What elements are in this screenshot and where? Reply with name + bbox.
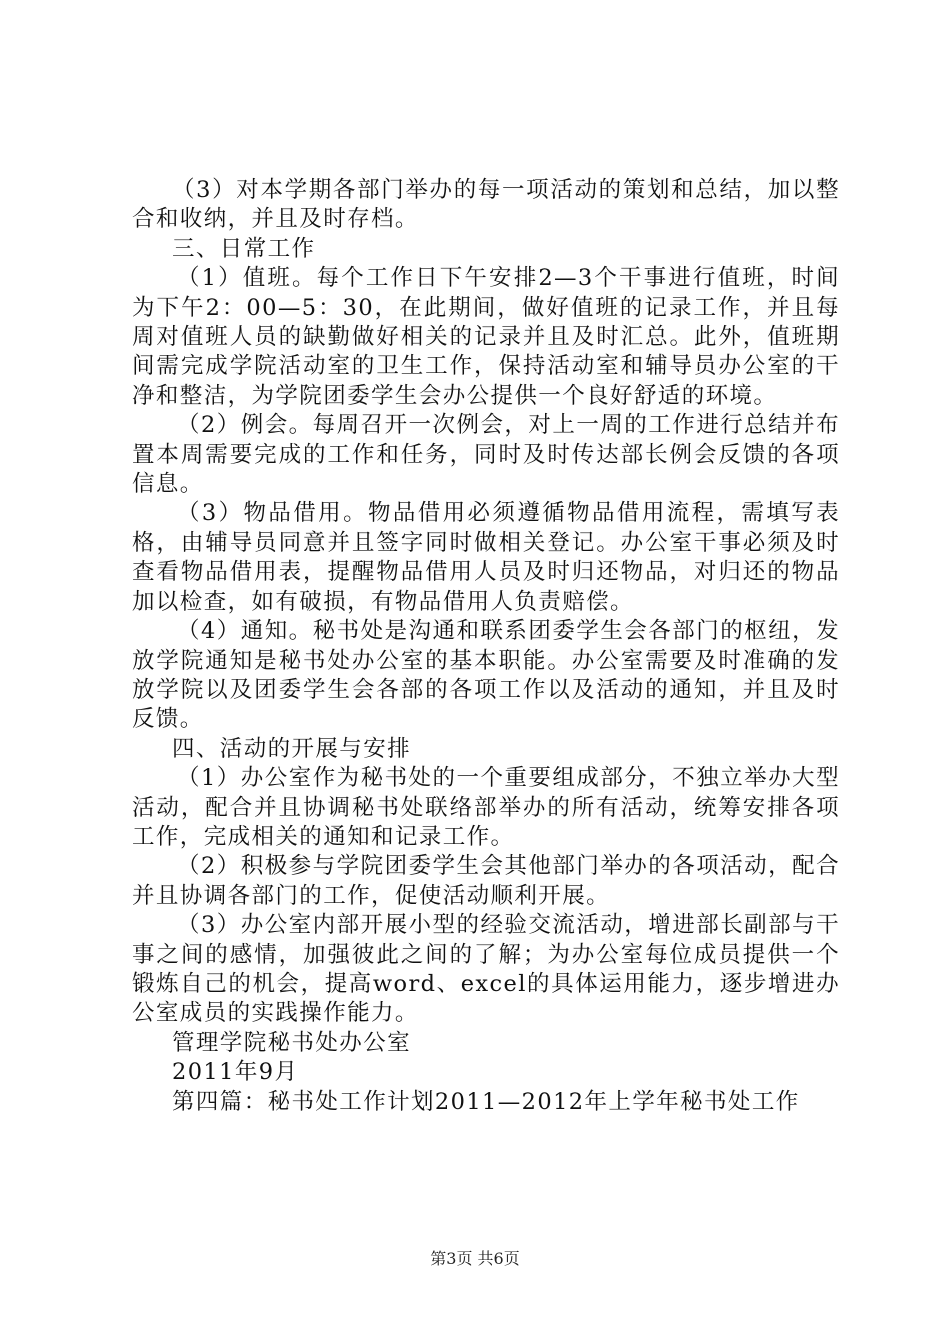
- body-text: [132, 176, 840, 1117]
- paragraph: （4）通知。秘书处是沟通和联系团委学生会各部门的枢纽，发放学院通知是秘书处办公室的基本职能。办公室需要及时准确的发放学院以及团委学生会各部的各项工作以及活动的通知，并且及时反馈。: [132, 618, 840, 733]
- paragraph: （2）积极参与学院团委学生会其他部门举办的各项活动，配合并且协调各部门的工作，促使活动顺利开展。: [132, 853, 840, 909]
- section-heading: 四、活动的开展与安排: [172, 735, 412, 762]
- paragraph: （3）办公室内部开展小型的经验交流活动，增进部长副部与干事之间的感情，加强彼此之间的了解；为办公室每位成员提供一个锻炼自己的机会，提高word、excel的具体运用能力，逐步增进办公室成员的实践操作能力。: [132, 912, 840, 1027]
- section-heading: 三、日常工作: [172, 235, 316, 262]
- paragraph: （3）物品借用。物品借用必须遵循物品借用流程，需填写表格，由辅导员同意并且签字同时做相关登记。办公室干事必须及时查看物品借用表，提醒物品借用人员及时归还物品，对归还的物品加以检查，如有破损，有物品借用人负责赔偿。: [132, 500, 840, 615]
- paragraph: （1）值班。每个工作日下午安排2—3个干事进行值班，时间为下午2：00—5：30，在此期间，做好值班的记录工作，并且每周对值班人员的缺勤做好相关的记录并且及时汇总。此外，值班期间需完成学院活动室的卫生工作，保持活动室和辅导员办公室的干净和整洁，为学院团委学生会办公提供一个良好舒适的环境。: [132, 265, 840, 409]
- signature-date: 2011年9月: [172, 1059, 299, 1086]
- paragraph: （1）办公室作为秘书处的一个重要组成部分，不独立举办大型活动，配合并且协调秘书处联络部举办的所有活动，统筹安排各项工作，完成相关的通知和记录工作。: [132, 765, 840, 850]
- page-footer: 第3页 共6页: [430, 1249, 520, 1268]
- paragraph: （3）对本学期各部门举办的每一项活动的策划和总结，加以整合和收纳，并且及时存档。: [132, 177, 840, 233]
- next-section-title: 第四篇：秘书处工作计划2011—2012年上学年秘书处工作: [172, 1088, 800, 1115]
- signature-org: 管理学院秘书处办公室: [172, 1029, 412, 1056]
- paragraph: （2）例会。每周召开一次例会，对上一周的工作进行总结并布置本周需要完成的工作和任务，同时及时传达部长例会反馈的各项信息。: [132, 412, 840, 498]
